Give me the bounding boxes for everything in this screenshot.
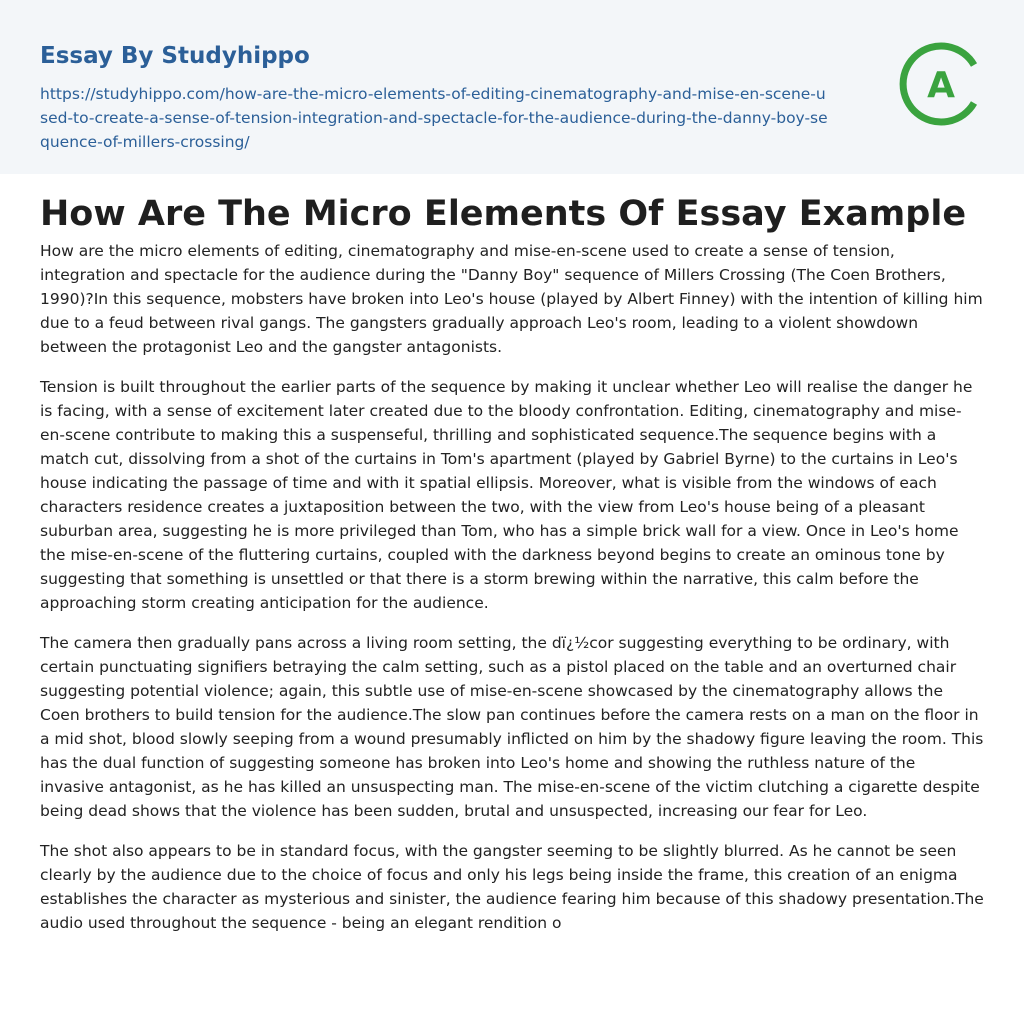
article-paragraph: Tension is built throughout the earlier parts of the sequence by making it unclear whether Leo will realise the danger he is facing, with a sense of excitement later created due to the bloody confrontation. Editing, cinematography and mise-en-scene contribute to making this a suspenseful, thrilling and sophisticated sequence.The sequence begins with a match cut, dissolving from a shot of the curtains in Tom's apartment (played by Gabriel Byrne) to the curtains in Leo's house indicating the passage of time and with it spatial ellipsis. Moreover, what is visible from the windows of each characters residence creates a juxtaposition between the two, with the view from Leo's house being of a pleasant suburban area, suggesting he is more privileged than Tom, who has a simple brick wall for a view. Once in Leo's home the mise-en-scene of the fluttering curtains, coupled with the darkness beyond begins to create an ominous tone by suggesting that something is unsettled or that there is a storm brewing within the narrative, this calm before the approaching storm creating anticipation for the audience.	[40, 378, 973, 612]
article	[0, 174, 1024, 935]
page-title: How Are The Micro Elements Of Essay Example	[40, 194, 967, 234]
article-paragraph: How are the micro elements of editing, cinematography and mise-en-scene used to create a sense of tension, integration and spectacle for the audience during the "Danny Boy" sequence of Millers Crossing (The Coen Brothers, 1990)?In this sequence, mobsters have broken into Leo's house (played by Albert Finney) with the intention of killing him due to a feud between rival gangs. The gangsters gradually approach Leo's room, leading to a violent showdown between the protagonist Leo and the gangster antagonists.	[40, 242, 983, 356]
studyhippo-logo-icon[interactable]	[898, 41, 984, 127]
logo-letter: A	[927, 65, 955, 106]
source-url-link[interactable]: https://studyhippo.com/how-are-the-micro-elements-of-editing-cinematography-and-mise-en-scene-used-to-create-a-sense-of-tension-integration-and-spectacle-for-the-audience-during-the-danny-boy-sequence-of-millers-crossing/	[40, 85, 828, 151]
site-brand[interactable]: Essay By Studyhippo	[40, 43, 310, 69]
site-header	[0, 0, 1024, 174]
article-paragraph: The camera then gradually pans across a living room setting, the dï¿½cor suggesting everything to be ordinary, with certain punctuating signifiers betraying the calm setting, such as a pistol placed on the table and an overturned chair suggesting potential violence; again, this subtle use of mise-en-scene showcased by the cinematography allows the Coen brothers to build tension for the audience.The slow pan continues before the camera rests on a man on the floor in a mid shot, blood slowly seeping from a wound presumably inflicted on him by the shadowy figure leaving the room. This has the dual function of suggesting someone has broken into Leo's home and showing the ruthless nature of the invasive antagonist, as he has killed an unsuspecting man. The mise-en-scene of the victim clutching a cigarette despite being dead shows that the violence has been sudden, brutal and unsuspected, increasing our fear for Leo.	[40, 634, 984, 820]
article-paragraph: The shot also appears to be in standard focus, with the gangster seeming to be slightly blurred. As he cannot be seen clearly by the audience due to the choice of focus and only his legs being inside the frame, this creation of an enigma establishes the character as mysterious and sinister, the audience fearing him because of this shadowy presentation.The audio used throughout the sequence - being an elegant rendition o	[40, 842, 984, 932]
